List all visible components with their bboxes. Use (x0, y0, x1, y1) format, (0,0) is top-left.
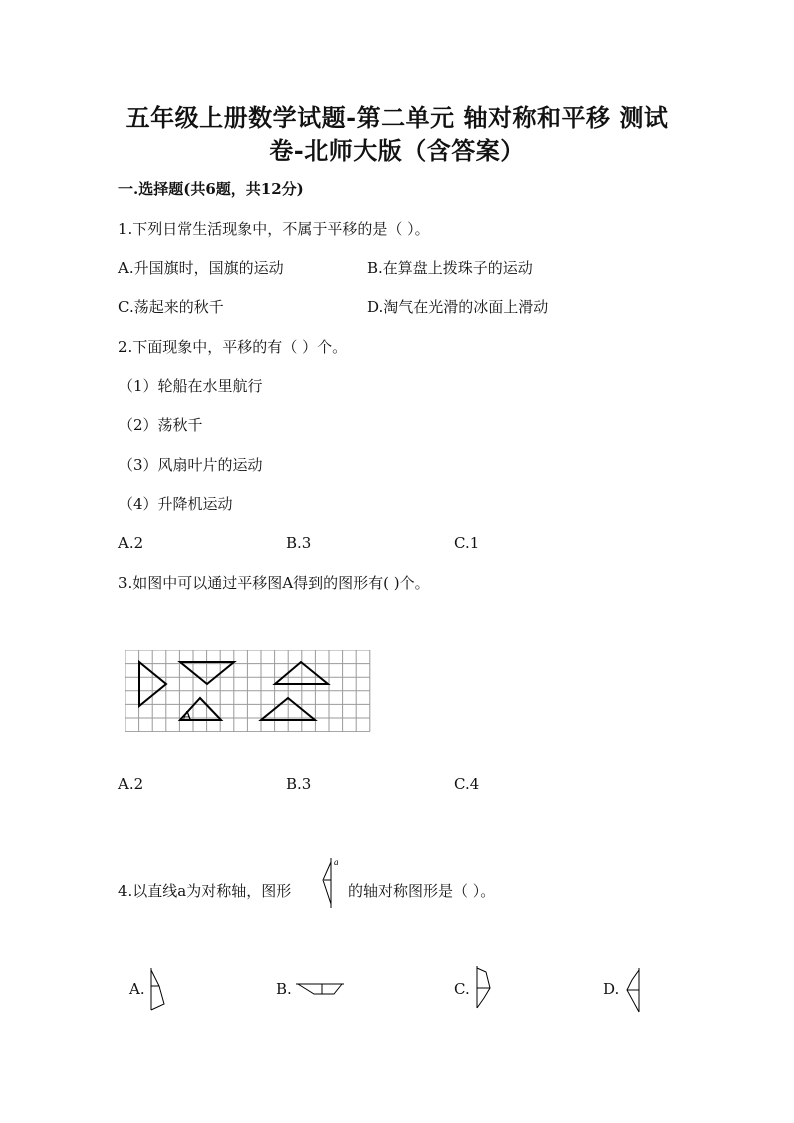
question-2-item-4: （4）升降机运动 (118, 495, 233, 513)
given-shape (323, 862, 331, 904)
axis-label-a: a (334, 857, 339, 867)
question-3-option-b: B.3 (286, 775, 312, 793)
question-2-stem: 2.下面现象中，平移的有（ ）个。 (118, 338, 348, 356)
page-title-line2: 卷-北师大版（含答案） (269, 136, 525, 165)
question-2-item-2: （2）荡秋千 (118, 416, 203, 434)
question-4-stem-after: 的轴对称图形是（ ）。 (348, 882, 496, 900)
question-4-option-d: D. (603, 980, 620, 998)
question-3-option-a: A.2 (118, 775, 144, 793)
question-3-grid-figure (125, 650, 371, 732)
question-4-option-a-figure (146, 966, 170, 1012)
question-4-option-c: C. (454, 980, 470, 998)
question-2-item-1: （1）轮船在水里航行 (118, 377, 263, 395)
question-4-option-d-figure (622, 966, 646, 1014)
question-1-option-b: B.在算盘上拨珠子的运动 (367, 259, 533, 277)
question-4-option-c-figure (472, 964, 496, 1010)
question-4-option-b: B. (276, 980, 292, 998)
question-4-given-figure (316, 856, 346, 910)
question-1-stem: 1.下列日常生活现象中，不属于平移的是（ ）。 (118, 220, 430, 238)
question-2-option-c: C.1 (454, 534, 480, 552)
question-1-option-c: C.荡起来的秋千 (118, 298, 224, 316)
option-a-shape (151, 970, 164, 1010)
section-heading: 一.选择题(共6题，共12分) (118, 180, 304, 198)
option-b-shape (298, 984, 342, 994)
question-2-option-a: A.2 (118, 534, 144, 552)
question-1-option-a: A.升国旗时，国旗的运动 (118, 259, 284, 277)
question-2-option-b: B.3 (286, 534, 312, 552)
triangle-a-label: A (182, 709, 193, 724)
grid-lines (125, 650, 370, 732)
option-d-shape (627, 970, 639, 1012)
question-4-option-a: A. (129, 980, 145, 998)
question-2-item-3: （3）风扇叶片的运动 (118, 456, 263, 474)
question-4-option-b-figure (294, 978, 346, 1000)
question-3-option-c: C.4 (454, 775, 480, 793)
question-4-stem-before: 4.以直线a为对称轴，图形 (118, 882, 292, 900)
question-3-stem: 3.如图中可以通过平移图A得到的图形有( )个。 (118, 574, 430, 592)
question-1-option-d: D.淘气在光滑的冰面上滑动 (367, 298, 549, 316)
page-title-line1: 五年级上册数学试题-第二单元 轴对称和平移 测试 (125, 103, 669, 132)
